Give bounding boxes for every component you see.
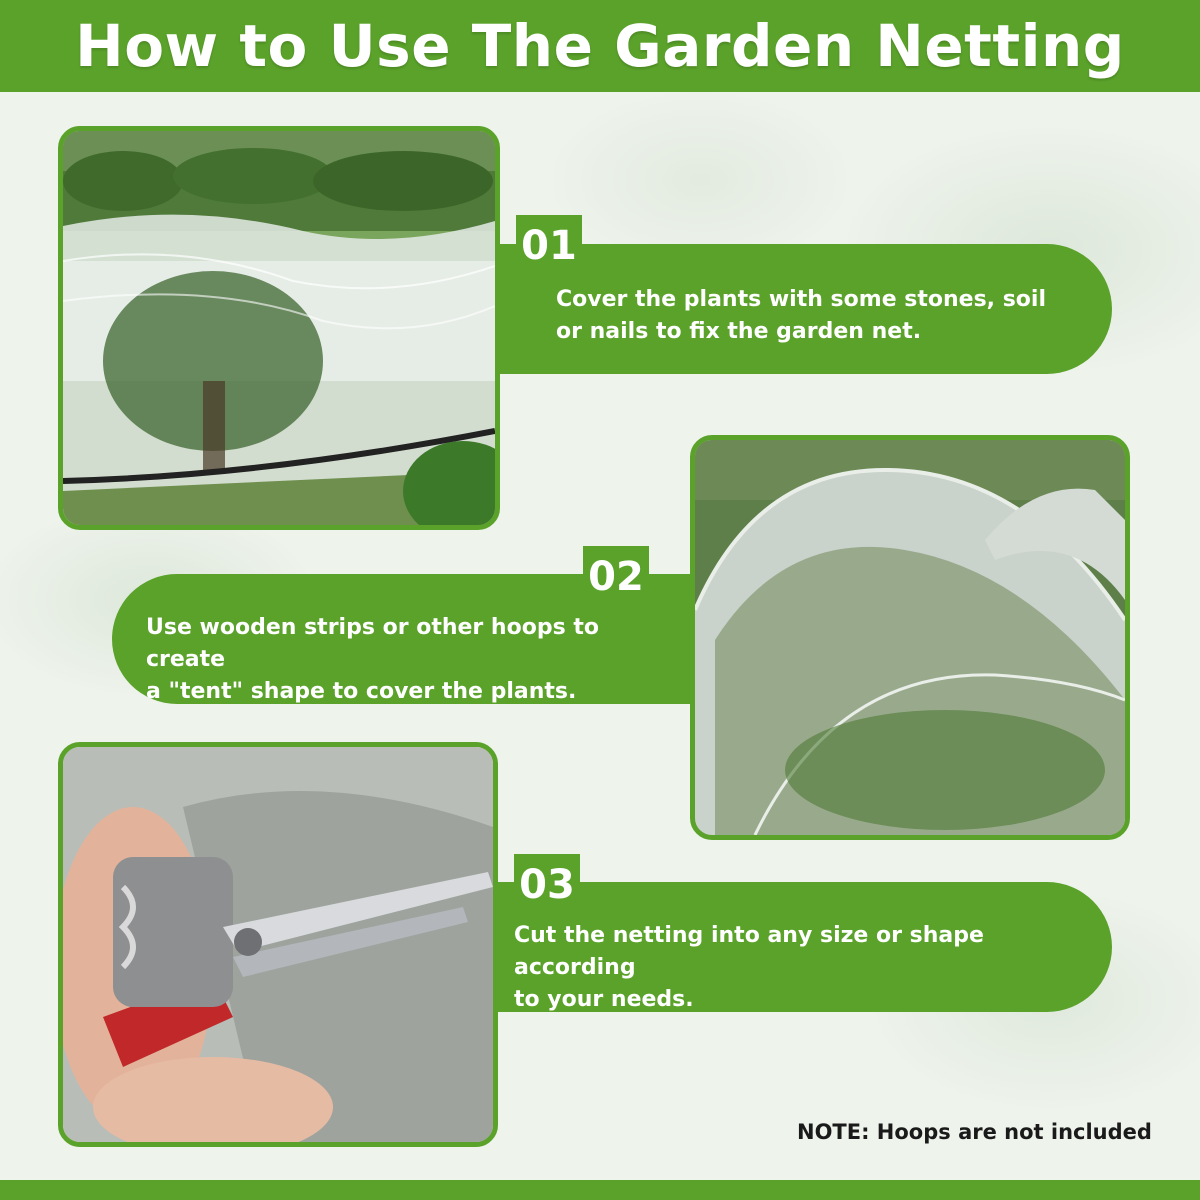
step-3-line-1: Cut the netting into any size or shape according <box>514 923 984 980</box>
hoops-note: NOTE: Hoops are not included <box>797 1120 1152 1144</box>
header-banner <box>0 0 1200 92</box>
step-3-panel <box>498 882 1112 1012</box>
step-1-number: 01 <box>516 215 582 277</box>
step-1-line-2: or nails to fix the garden net. <box>556 319 922 344</box>
orchard-netting-photo <box>58 126 500 530</box>
step-2-number: 02 <box>583 546 649 608</box>
footer-bar <box>0 1180 1200 1200</box>
step-2-line-2: a "tent" shape to cover the plants. <box>146 679 577 704</box>
step-1-panel <box>500 244 1112 374</box>
hoop-tunnel-photo <box>690 435 1130 840</box>
step-3-number: 03 <box>514 854 580 916</box>
step-1-line-1: Cover the plants with some stones, soil <box>556 287 1046 312</box>
step-2-line-1: Use wooden strips or other hoops to create <box>146 615 599 672</box>
step-3-line-2: to your needs. <box>514 987 694 1012</box>
shears-cutting-photo <box>58 742 498 1147</box>
page-title: How to Use The Garden Netting <box>75 12 1125 80</box>
